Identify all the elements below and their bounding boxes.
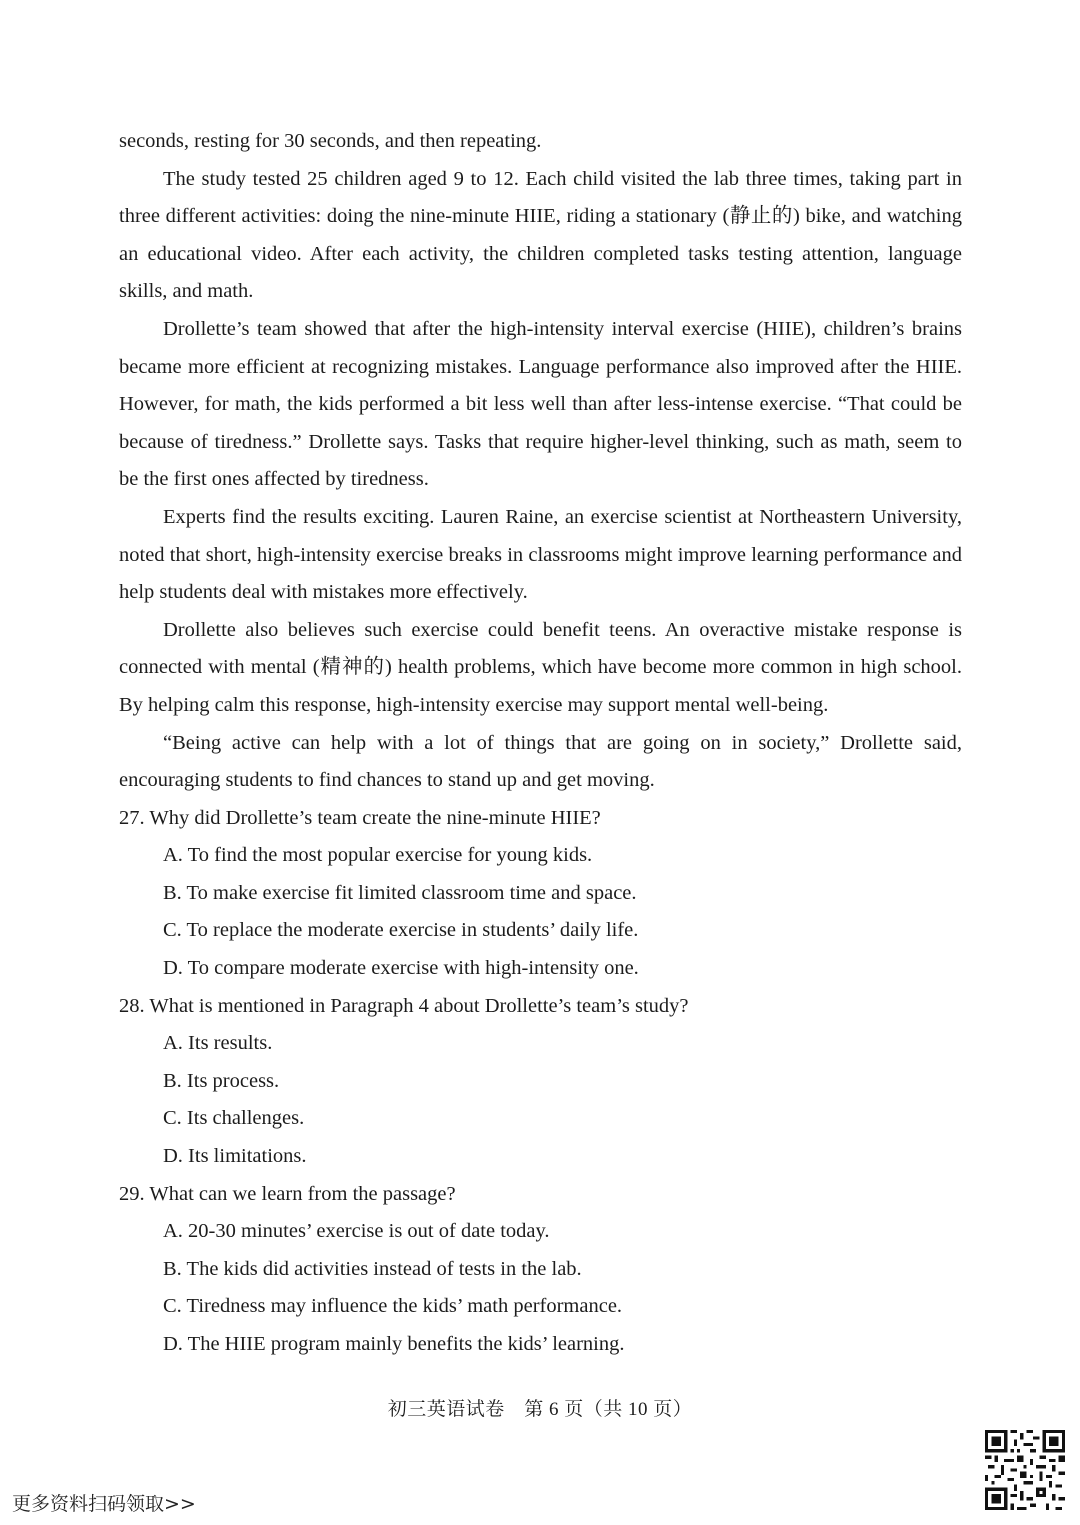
option-a: A. To find the most popular exercise for young kids. <box>163 844 593 867</box>
scan-prompt-link[interactable]: 更多资料扫码领取>> <box>12 1493 196 1515</box>
option-c: C. Its challenges. <box>163 1107 305 1130</box>
option-a: A. 20-30 minutes’ exercise is out of date today. <box>163 1220 550 1243</box>
question-27 <box>119 800 962 988</box>
passage-paragraph-study: The study tested 25 children aged 9 to 12. Each child visited the lab three times, taking part in three different activities: doing the nine-minute HIIE, riding a stationary (静止的) bike, and watching an educational video. After each activity, the children completed tasks testing attention, language skills, and math. <box>119 167 962 303</box>
option-c: C. Tiredness may influence the kids’ math performance. <box>163 1295 623 1318</box>
passage-paragraph-continuation: seconds, resting for 30 seconds, and then repeating. <box>119 130 542 152</box>
passage-paragraph-teens: Drollette also believes such exercise could benefit teens. An overactive mistake response is connected with mental (精神的) health problems, which have become more common in high school. By helping calm this response, high-intensity exercise may support mental well-being. <box>119 618 962 716</box>
question-29 <box>119 1176 962 1364</box>
exam-page <box>119 123 962 1364</box>
option-b: B. Its process. <box>163 1069 280 1092</box>
page-footer: 初三英语试卷 第 6 页（共 10 页） <box>387 1399 693 1420</box>
passage-paragraph-results: Drollette’s team showed that after the high-intensity interval exercise (HIIE), children’s brains became more efficient at recognizing mistakes. Language performance also improved after the HIIE. However, for math, the kids performed a bit less well than after less-intense exercise. “That could be because of tiredness.” Drollette says. Tasks that require higher-level thinking, such as math, seem to be the first ones affected by tiredness. <box>119 317 962 491</box>
passage-paragraph-quote: “Being active can help with a lot of things that are going on in society,” Drollette said, encouraging students to find chances to stand up and get moving. <box>119 731 962 792</box>
option-c: C. To replace the moderate exercise in students’ daily life. <box>163 919 639 942</box>
question-stem: 29. What can we learn from the passage? <box>119 1182 456 1205</box>
question-stem: 28. What is mentioned in Paragraph 4 about Drollette’s team’s study? <box>119 994 689 1017</box>
option-d: D. The HIIE program mainly benefits the kids’ learning. <box>163 1333 625 1355</box>
option-b: B. To make exercise fit limited classroom time and space. <box>163 881 637 904</box>
qr-code-icon[interactable] <box>985 1430 1065 1510</box>
option-a: A. Its results. <box>163 1032 273 1055</box>
question-stem: 27. Why did Drollette’s team create the nine-minute HIIE? <box>119 806 601 829</box>
option-d: D. Its limitations. <box>163 1145 307 1168</box>
option-b: B. The kids did activities instead of tests in the lab. <box>163 1257 582 1280</box>
option-d: D. To compare moderate exercise with high-intensity one. <box>163 957 639 980</box>
question-28 <box>119 988 962 1176</box>
passage-paragraph-experts: Experts find the results exciting. Lauren Raine, an exercise scientist at Northeastern University, noted that short, high-intensity exercise breaks in classrooms might improve learning performance and help students deal with mistakes more effectively. <box>119 505 962 604</box>
